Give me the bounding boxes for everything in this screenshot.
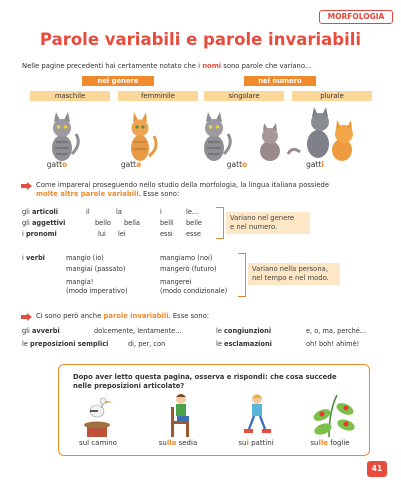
verbi-example: mangio (io) — [66, 254, 104, 262]
bracket — [216, 207, 224, 239]
aggettivi-word: bello — [95, 219, 111, 227]
plural-label: plurale — [292, 91, 372, 101]
articoli-word: i — [160, 208, 162, 216]
pronomi-word: esse — [186, 230, 201, 238]
cats-illustration — [30, 104, 375, 164]
orange-cat-icon — [131, 112, 156, 161]
avverbi-examples: dolcemente, lentamente... — [94, 327, 182, 335]
intro-text: Nelle pagine precedenti hai certamente notato che i nomi sono parole che variano... — [22, 62, 312, 70]
verbi-example: mangerei — [160, 278, 192, 286]
stork-on-chimney-icon — [84, 398, 113, 437]
quiz-caption-camino: sul camino — [79, 439, 117, 447]
pronomi-word: lei — [118, 230, 126, 238]
row-pronomi-label: i pronomi — [22, 230, 57, 238]
bracket — [238, 253, 246, 297]
row-articoli-label: gli articoli — [22, 208, 59, 216]
verbi-example: (modo imperativo) — [66, 287, 128, 295]
pronomi-word: lui — [98, 230, 106, 238]
arrow-right-icon — [21, 313, 32, 321]
caption-gatto-1: gatto — [46, 160, 68, 169]
gender-label: nel genere — [82, 76, 154, 86]
paragraph-variable: Come imparerai proseguendo nello studio della morfologia, la lingua italiana possiede molte altre parole variabili. Esse sono: — [36, 181, 330, 198]
boy-on-chair-icon — [171, 394, 189, 437]
aggettivi-word: belli — [160, 219, 174, 227]
row-avverbi-label: gli avverbi — [22, 327, 60, 335]
row-verbi-label: i verbi — [22, 254, 45, 262]
arrow-right-icon — [21, 182, 32, 190]
verbi-example: mangerò (futuro) — [160, 265, 217, 273]
note-persona-tempo-modo: Variano nella persona, nel tempo e nel modo. — [248, 263, 340, 285]
articoli-word: la — [116, 208, 122, 216]
paragraph-invariable: Ci sono però anche parole invariabili. Esse sono: — [36, 312, 210, 320]
verbi-example: mangia! — [66, 278, 94, 286]
ladybugs-on-leaves-icon — [312, 395, 356, 437]
congiunzioni-examples: e, o, ma, perché... — [306, 327, 367, 335]
verbi-example: mangiai (passato) — [66, 265, 126, 273]
caption-gatta: gatta — [120, 160, 142, 169]
section-tag: MORFOLOGIA — [319, 10, 393, 24]
feminine-label: femminile — [118, 91, 198, 101]
quiz-caption-foglie: sulle foglie — [310, 439, 350, 447]
singular-label: singolare — [204, 91, 284, 101]
row-aggettivi-label: gli aggettivi — [22, 219, 66, 227]
aggettivi-word: belle — [186, 219, 202, 227]
aggettivi-word: bella — [124, 219, 140, 227]
articoli-word: le... — [186, 208, 199, 216]
preposizioni-examples: di, per, con — [128, 340, 166, 348]
articoli-word: il — [86, 208, 90, 216]
caption-gatto-2: gatto — [226, 160, 248, 169]
grey-cat-icon — [52, 112, 78, 161]
cats-group-icon — [260, 107, 353, 161]
page-title: Parole variabili e parole invariabili — [39, 30, 362, 49]
page-number: 41 — [367, 461, 387, 477]
esclamazioni-examples: oh! boh! ahimè! — [306, 340, 360, 348]
quiz-caption-pattini: sui pattini — [238, 439, 274, 447]
verbi-example: mangiamo (noi) — [160, 254, 213, 262]
note-gender-number: Variano nel genere e nel numero. — [226, 212, 310, 234]
row-congiunzioni-label: le congiunzioni — [216, 327, 272, 335]
quiz-illustrations — [67, 391, 363, 439]
girl-on-skates-icon — [244, 394, 271, 433]
quiz-caption-sedia: sulla sedia — [158, 439, 198, 447]
quiz-question: Dopo aver letto questa pagina, osserva e rispondi: che cosa succede nelle preposizioni articolate? — [73, 373, 337, 390]
masculine-label: maschile — [30, 91, 110, 101]
row-preposizioni-label: le preposizioni semplici — [22, 340, 109, 348]
verbi-example: (modo condizionale) — [160, 287, 228, 295]
caption-gatti: gatti — [306, 160, 324, 169]
row-esclamazioni-label: le esclamazioni — [216, 340, 272, 348]
number-label: nel numero — [244, 76, 316, 86]
pronomi-word: essi — [160, 230, 173, 238]
quiz-box — [58, 364, 370, 456]
grey-cat-icon — [204, 112, 230, 161]
